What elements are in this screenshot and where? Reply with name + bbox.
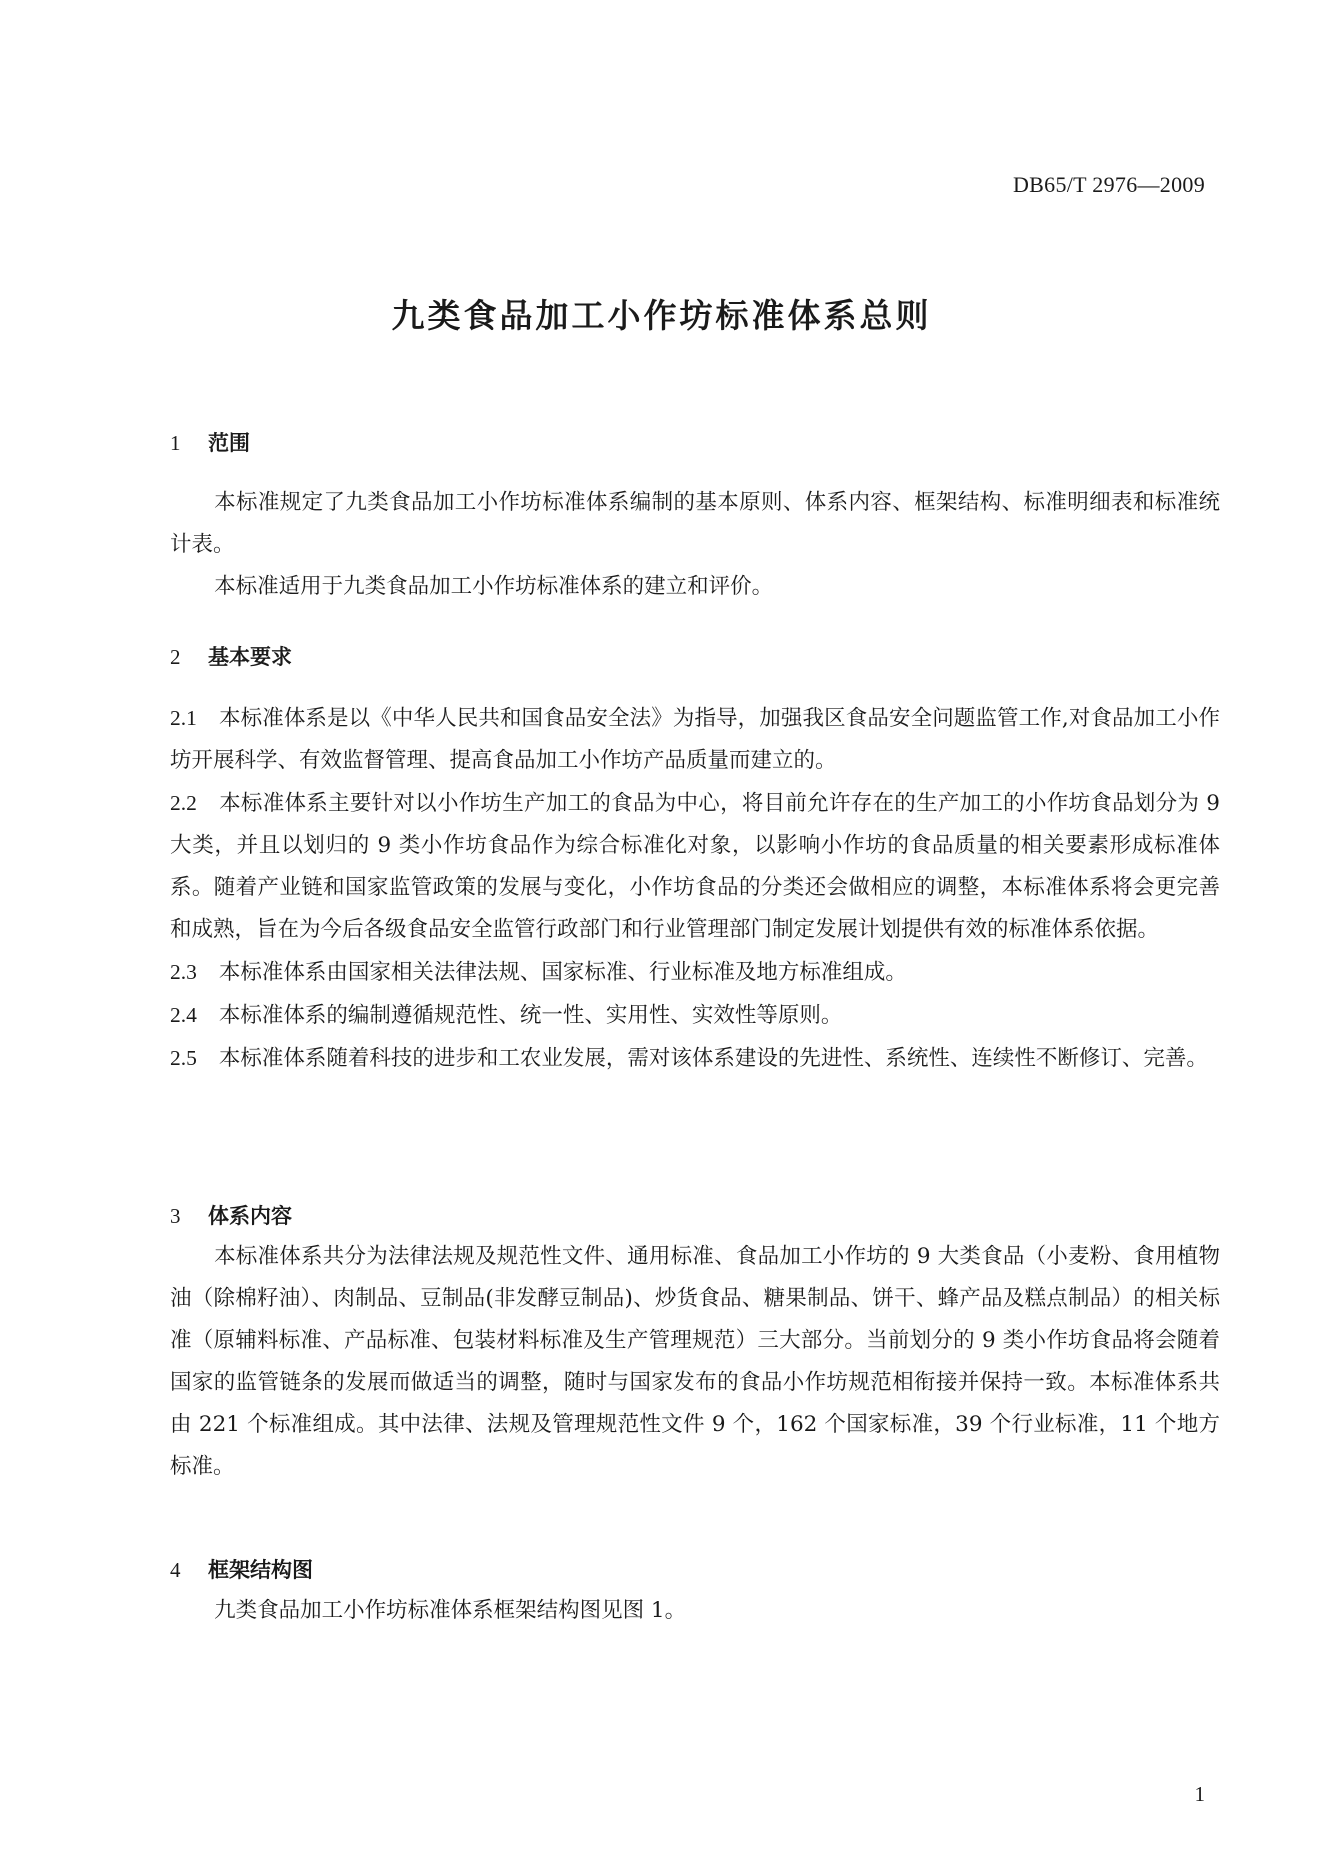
clause-number: 2.5 [170, 1046, 197, 1070]
section-title: 体系内容 [208, 1204, 292, 1228]
clause-number: 2.3 [170, 960, 197, 984]
clause-2-1 [170, 697, 1220, 782]
clause-text: 本标准体系是以《中华人民共和国食品安全法》为指导，加强我区食品安全问题监管工作,对食品加工小作坊开展科学、有效监督管理、提高食品加工小作坊产品质量而建立的。 [170, 706, 1220, 773]
section-title: 范围 [208, 431, 250, 455]
page-number: 1 [1194, 1782, 1205, 1806]
section-1-heading [170, 428, 1220, 458]
clause-number: 2.1 [170, 706, 197, 730]
paragraph: 本标准体系共分为法律法规及规范性文件、通用标准、食品加工小作坊的 9 大类食品（小麦粉、食用植物油（除棉籽油）、肉制品、豆制品(非发酵豆制品)、炒货食品、糖果制品、饼干、蜂产品及糕点制品）的相关标准（原辅料标准、产品标准、包装材料标准及生产管理规范）三大部分。当前划分的 9 类小作坊食品将会随着国家的监管链条的发展而做适当的调整，随时与国家发布的食品小作坊规范相衔接并保持一致。本标准体系共由 221 个标准组成。其中法律、法规及管理规范性文件 9 个，162 个国家标准，39 个行业标准，11 个地方标准。 [170, 1244, 1220, 1479]
paragraph: 本标准规定了九类食品加工小作坊标准体系编制的基本原则、体系内容、框架结构、标准明细表和标准统计表。 [170, 490, 1220, 557]
clause-2-4 [170, 994, 1220, 1037]
clause-text: 本标准体系主要针对以小作坊生产加工的食品为中心，将目前允许存在的生产加工的小作坊食品划分为 9 大类，并且以划归的 9 类小作坊食品作为综合标准化对象，以影响小作坊的食品质量的相关要素形成标准体系。随着产业链和国家监管政策的发展与变化，小作坊食品的分类还会做相应的调整，本标准体系将会更完善和成熟，旨在为今后各级食品安全监管行政部门和行业管理部门制定发展计划提供有效的标准体系依据。 [170, 791, 1220, 942]
section-3-body [170, 1236, 1220, 1488]
document-title: 九类食品加工小作坊标准体系总则 [391, 296, 932, 335]
clause-number: 2.4 [170, 1003, 197, 1027]
paragraph: 九类食品加工小作坊标准体系框架结构图见图 1。 [214, 1598, 687, 1623]
section-number: 3 [170, 1204, 181, 1228]
clause-text: 本标准体系由国家相关法律法规、国家标准、行业标准及地方标准组成。 [218, 960, 907, 985]
section-number: 1 [170, 431, 181, 455]
section-number: 4 [170, 1558, 181, 1582]
section-title: 框架结构图 [208, 1558, 313, 1582]
section-4-body [170, 1590, 1220, 1632]
paragraph: 本标准适用于九类食品加工小作坊标准体系的建立和评价。 [214, 574, 774, 599]
section-1-body [170, 482, 1220, 608]
clause-number: 2.2 [170, 791, 197, 815]
document-code: DB65/T 2976—2009 [1012, 172, 1205, 197]
clause-text: 本标准体系随着科技的进步和工农业发展，需对该体系建设的先进性、系统性、连续性不断修订、完善。 [218, 1046, 1208, 1071]
section-title: 基本要求 [208, 645, 292, 669]
clause-2-3 [170, 951, 1220, 994]
section-2-body [170, 697, 1220, 1080]
section-4-heading [170, 1555, 1220, 1585]
section-3-heading [170, 1201, 1220, 1231]
clause-2-2 [170, 782, 1220, 951]
section-2-heading [170, 642, 1220, 672]
clause-2-5 [170, 1037, 1220, 1080]
section-number: 2 [170, 645, 181, 669]
clause-text: 本标准体系的编制遵循规范性、统一性、实用性、实效性等原则。 [218, 1003, 843, 1028]
